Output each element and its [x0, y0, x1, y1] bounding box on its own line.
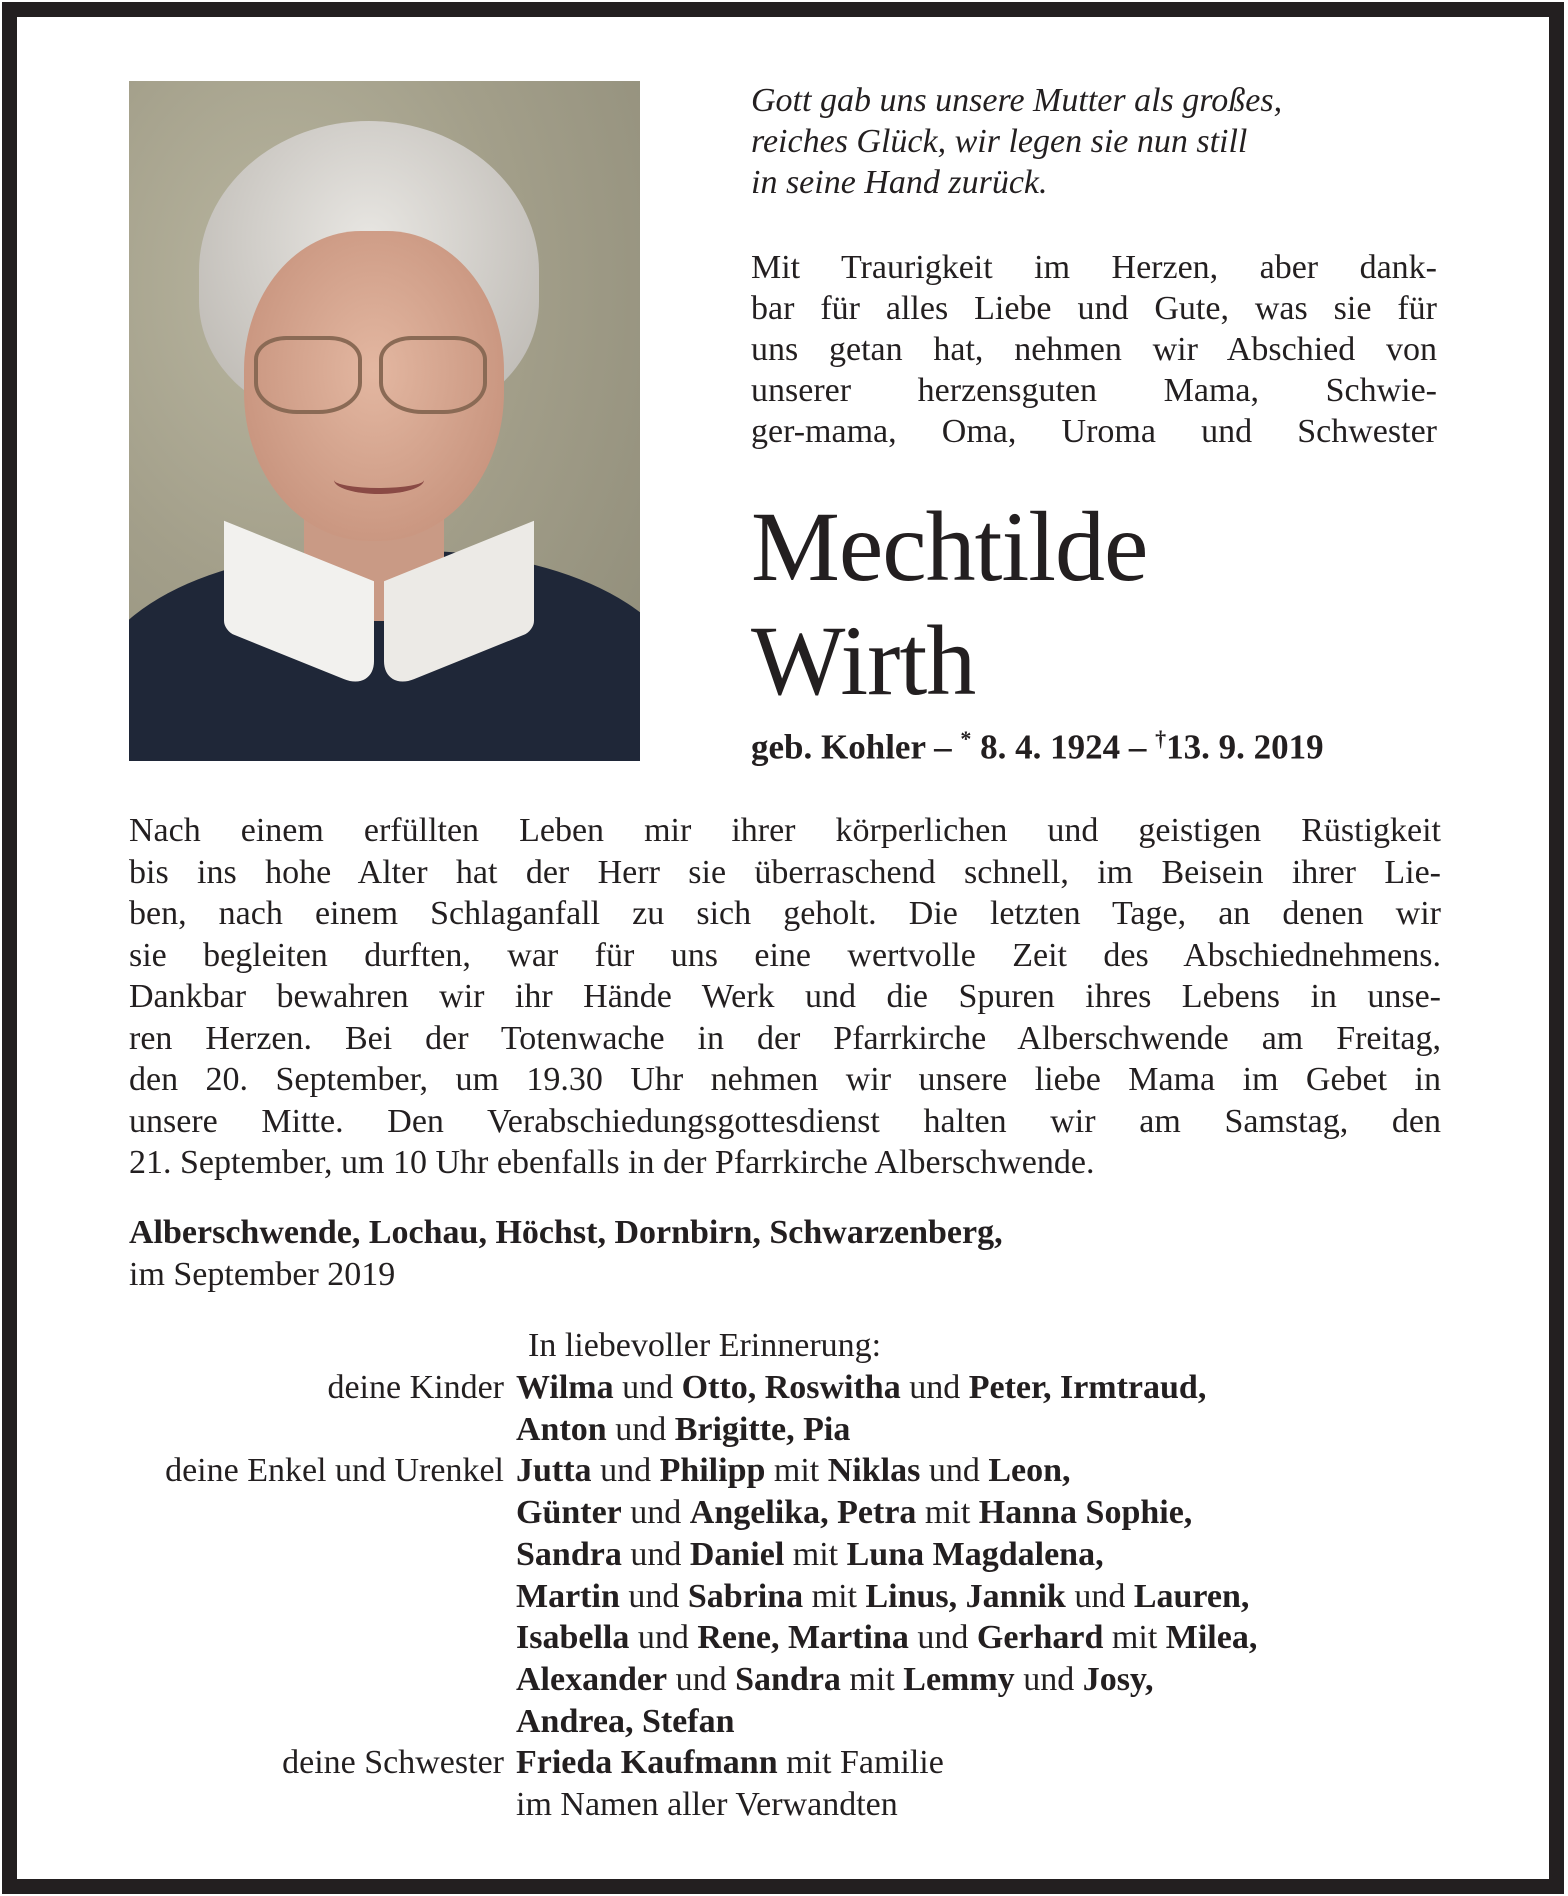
- connector-text: und: [606, 1410, 675, 1448]
- family-names: [516, 1367, 1206, 1409]
- family-name: Otto, Roswitha: [681, 1369, 901, 1406]
- connector-text: mit: [765, 1452, 828, 1490]
- connector-text: und: [1065, 1577, 1134, 1615]
- family-name: Daniel: [689, 1535, 785, 1573]
- family-row: [0, 1617, 1568, 1659]
- family-label: [0, 1492, 516, 1534]
- connector-text: mit: [1103, 1619, 1166, 1657]
- family-name: Milea,: [1165, 1619, 1258, 1657]
- family-row: [0, 1534, 1568, 1576]
- connector-text: und: [613, 1369, 682, 1406]
- body-text: [129, 810, 1441, 1184]
- birth-star-icon: *: [960, 726, 972, 751]
- body-line: den 20. September, um 19.30 Uhr nehmen wir unsere liebe Mama im Gebet in: [129, 1061, 1441, 1098]
- family-list: [0, 1367, 1568, 1826]
- family-name: Gerhard: [976, 1619, 1104, 1657]
- body-line: 21. September, um 10 Uhr ebenfalls in der Pfarrkirche Alberschwende.: [129, 1144, 1095, 1181]
- connector-text: mit Familie: [777, 1744, 944, 1782]
- separator: –: [1128, 727, 1147, 767]
- family-label: [0, 1784, 516, 1826]
- remembrance-heading: In liebevoller Erinnerung:: [528, 1327, 882, 1364]
- connector-text: mit: [840, 1660, 904, 1698]
- family-name: Lauren,: [1133, 1577, 1250, 1615]
- family-names: [516, 1742, 944, 1784]
- family-name: Wilma: [516, 1369, 614, 1406]
- connector-text: mit: [784, 1535, 847, 1573]
- family-names: [516, 1492, 1192, 1534]
- family-names: [516, 1784, 898, 1826]
- body-line: Nach einem erfüllten Leben mir ihrer körperlichen und geistigen Rüstigkeit: [129, 812, 1441, 849]
- family-row: [0, 1576, 1568, 1618]
- family-names: [516, 1409, 850, 1451]
- family-name: Sandra: [735, 1660, 841, 1698]
- place-date: im September 2019: [129, 1256, 396, 1293]
- family-label: deine Kinder: [327, 1369, 504, 1406]
- life-dates: [751, 726, 1324, 768]
- connector-text: und: [900, 1369, 969, 1406]
- glasses-icon: [254, 336, 362, 414]
- connector-text: und: [621, 1535, 690, 1573]
- body-line: ben, nach einem Schlaganfall zu sich geholt. Die letzten Tage, an denen wir: [129, 895, 1441, 932]
- body-line: Dankbar bewahren wir ihr Hände Werk und die Spuren ihres Lebens in unse-: [129, 978, 1441, 1015]
- family-name: Sandra: [516, 1535, 622, 1573]
- family-name: Jutta: [516, 1452, 592, 1490]
- deceased-name: [751, 490, 1147, 718]
- places: Alberschwende, Lochau, Höchst, Dornbirn, Schwarzenberg,: [129, 1214, 1003, 1251]
- connector-text: und: [591, 1452, 660, 1490]
- quote-line: reiches Glück, wir legen sie nun still: [751, 123, 1248, 160]
- family-label: [0, 1534, 516, 1576]
- family-name: Rene, Martina: [697, 1619, 909, 1657]
- family-name: Lemmy: [903, 1660, 1015, 1698]
- family-names: [516, 1576, 1249, 1618]
- family-name: Frieda Kaufmann: [516, 1744, 778, 1782]
- body-line: unsere Mitte. Den Verabschiedungsgottesdienst halten wir am Samstag, den: [129, 1102, 1441, 1140]
- intro-line: Mit Traurigkeit im Herzen, aber dank-: [751, 249, 1437, 286]
- quote-line: in seine Hand zurück.: [751, 164, 1048, 201]
- body-line: ren Herzen. Bei der Totenwache in der Pfarrkirche Alberschwende am Freitag,: [129, 1019, 1441, 1057]
- family-label: [0, 1701, 516, 1743]
- family-row: [0, 1450, 1568, 1492]
- death-date: 13. 9. 2019: [1166, 727, 1324, 767]
- intro-line: ger-mama, Oma, Uroma und Schwester: [751, 413, 1437, 450]
- family-names: [516, 1659, 1154, 1701]
- family-name: Peter, Irmtraud,: [968, 1369, 1207, 1406]
- intro-text: [751, 247, 1437, 452]
- family-name: Philipp: [659, 1452, 766, 1490]
- family-name: Angelika, Petra: [689, 1494, 917, 1532]
- separator: –: [934, 727, 952, 767]
- family-name: Martin: [516, 1577, 620, 1615]
- family-label: deine Enkel und Urenkel: [165, 1452, 504, 1490]
- family-names: [516, 1534, 1104, 1576]
- intro-line: uns getan hat, nehmen wir Abschied von: [751, 331, 1437, 368]
- places-block: [129, 1212, 1003, 1296]
- family-label: [0, 1409, 516, 1451]
- family-row: [0, 1367, 1568, 1409]
- connector-text: und: [667, 1660, 736, 1698]
- family-name: Leon,: [988, 1452, 1071, 1490]
- family-row: [0, 1701, 1568, 1743]
- family-row: [0, 1742, 1568, 1784]
- connector-text: und: [621, 1494, 690, 1532]
- connector-text: und: [619, 1577, 688, 1615]
- family-label: [0, 1617, 516, 1659]
- family-name: Hanna Sophie,: [978, 1494, 1193, 1532]
- connector-text: mit: [803, 1577, 866, 1615]
- last-name: Wirth: [751, 605, 976, 716]
- family-name: Anton: [516, 1410, 607, 1448]
- intro-line: unserer herzensguten Mama, Schwie-: [751, 372, 1437, 409]
- first-name: Mechtilde: [751, 491, 1148, 602]
- family-label: [0, 1659, 516, 1701]
- quote: [751, 80, 1282, 203]
- family-row: [0, 1784, 1568, 1826]
- body-line: bis ins hohe Alter hat der Herr sie überraschend schnell, im Beisein ihrer Lie-: [129, 853, 1441, 891]
- connector-text: und: [1014, 1660, 1083, 1698]
- family-name: Günter: [516, 1494, 622, 1532]
- family-label: [0, 1576, 516, 1618]
- quote-line: Gott gab uns unsere Mutter als großes,: [751, 82, 1283, 119]
- family-name: Linus, Jannik: [865, 1577, 1066, 1615]
- family-name: Luna Magdalena,: [846, 1535, 1104, 1573]
- family-name: Andrea, Stefan: [516, 1702, 735, 1740]
- connector-text: mit: [916, 1494, 979, 1532]
- connector-text: im Namen aller Verwandten: [516, 1786, 898, 1824]
- body-line: sie begleiten durften, war für uns eine wertvolle Zeit des Abschiednehmens.: [129, 936, 1441, 974]
- family-names: [516, 1701, 735, 1743]
- connector-text: und: [629, 1619, 698, 1657]
- intro-line: bar für alles Liebe und Gute, was sie für: [751, 290, 1437, 327]
- death-cross-icon: †: [1155, 726, 1167, 751]
- birth-name: geb. Kohler: [751, 727, 926, 767]
- family-row: [0, 1492, 1568, 1534]
- family-name: Isabella: [516, 1619, 630, 1657]
- birth-date: 8. 4. 1924: [980, 727, 1121, 767]
- family-row: [0, 1409, 1568, 1451]
- family-name: Brigitte, Pia: [674, 1410, 851, 1448]
- family-name: Niklas: [827, 1452, 921, 1490]
- family-label: deine Schwester: [282, 1744, 504, 1782]
- family-name: Alexander: [516, 1660, 668, 1698]
- family-names: [516, 1617, 1257, 1659]
- portrait-photo: [129, 81, 640, 761]
- connector-text: und: [920, 1452, 989, 1490]
- family-row: [0, 1659, 1568, 1701]
- connector-text: und: [908, 1619, 977, 1657]
- family-name: Sabrina: [687, 1577, 804, 1615]
- family-name: Josy,: [1082, 1660, 1154, 1698]
- family-names: [516, 1450, 1071, 1492]
